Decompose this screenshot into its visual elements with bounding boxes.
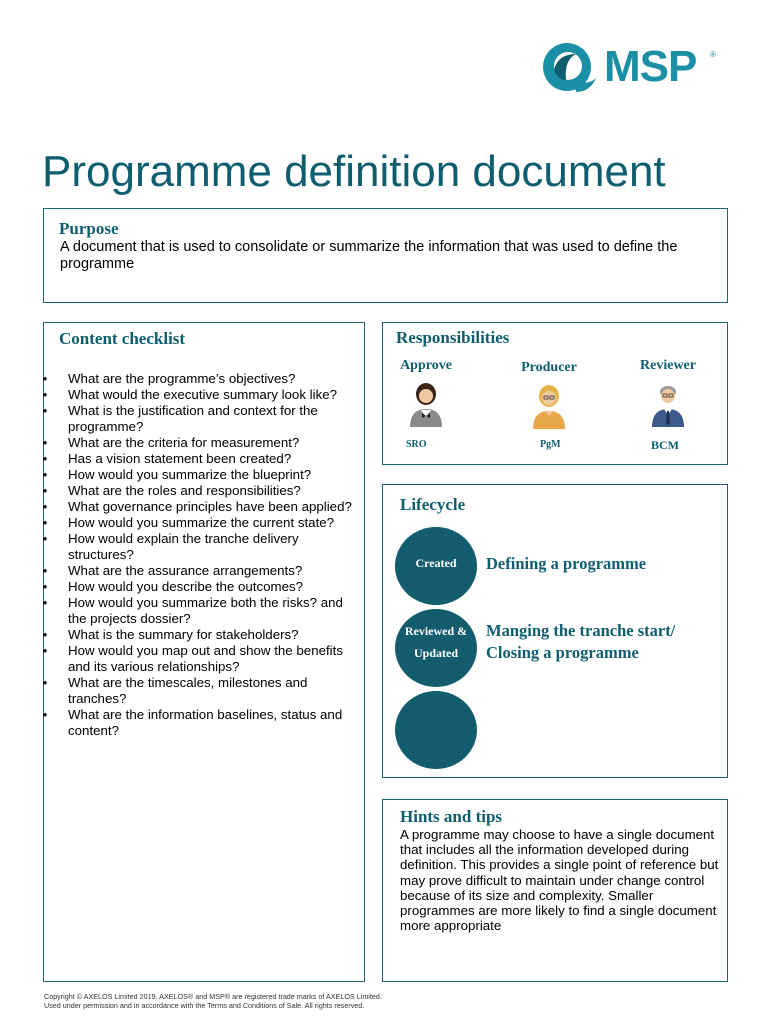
bullet-icon: • [42, 707, 48, 722]
msp-logo [538, 40, 728, 96]
checklist-item [44, 435, 362, 451]
lifecycle-section [382, 484, 728, 778]
checklist-item [44, 515, 362, 531]
lifecycle-heading: Lifecycle [400, 495, 466, 514]
purpose-section [43, 208, 728, 303]
role-holder-bcm: BCM [651, 438, 679, 452]
bullet-icon: • [42, 531, 48, 546]
stage-circle-label: Created [415, 556, 457, 570]
purpose-text: A document that is used to consolidate or summarize the information that was used to define the programme [60, 239, 678, 272]
page-title: Programme definition document [42, 147, 666, 196]
msp-swirl-icon [538, 40, 600, 96]
checklist-item-text: What is the summary for stakeholders? [68, 627, 299, 642]
role-holder-pgm: PgM [540, 439, 561, 450]
bullet-icon: • [42, 467, 48, 482]
checklist-item-text: What are the programme’s objectives? [68, 371, 296, 386]
bullet-icon: • [42, 595, 48, 610]
checklist-item-text: What are the timescales, milestones and tranches? [68, 675, 308, 706]
checklist-item-text: How would you map out and show the benefits and its various relationships? [68, 643, 343, 674]
responsibilities-section [382, 322, 728, 465]
checklist-item-text: How would explain the tranche delivery structures? [68, 531, 299, 562]
bullet-icon: • [42, 643, 48, 658]
copyright-line: Copyright © AXELOS Limited 2019. AXELOS® and MSP® are registered trade marks of AXELOS Limited. [44, 992, 382, 1001]
checklist-item [44, 403, 362, 435]
role-label: Approve [400, 358, 452, 373]
stage-circle-empty [395, 691, 477, 769]
checklist-item [44, 531, 362, 563]
role-holder-sro: SRO [406, 439, 427, 450]
responsibilities-heading: Responsibilities [396, 328, 510, 347]
checklist-item [44, 563, 362, 579]
purpose-heading: Purpose [59, 219, 119, 238]
checklist-item-text: Has a vision statement been created? [68, 451, 292, 466]
checklist-item [44, 707, 362, 739]
checklist-item-text: How would you summarize the blueprint? [68, 467, 312, 482]
bullet-icon: • [42, 483, 48, 498]
logo-text: MSP [604, 42, 697, 91]
bullet-icon: • [42, 675, 48, 690]
woman-avatar-icon [406, 381, 446, 427]
checklist-item [44, 371, 362, 387]
bullet-icon: • [42, 451, 48, 466]
blonde-person-avatar-icon [529, 383, 569, 429]
businessman-avatar-icon [648, 381, 688, 427]
stage-circle-label: Updated [413, 646, 458, 660]
hints-text: A programme may choose to have a single document that includes all the information developed during definition. This provides a single point of reference but may prove difficult to maintain under change control because of its size and complexity. Smaller programmes are more likely to find a single document more appropriate [400, 827, 719, 934]
stage-circle-label: Reviewed & [404, 624, 468, 638]
stage-description: Defining a programme [486, 554, 647, 573]
responsibility-approve [381, 357, 471, 432]
hints-heading: Hints and tips [400, 807, 503, 826]
bullet-icon: • [42, 499, 48, 514]
bullet-icon: • [42, 371, 48, 386]
stage-circle-created [395, 527, 477, 605]
checklist-item [44, 387, 362, 403]
hints-section [382, 799, 728, 982]
responsibility-reviewer [623, 357, 713, 432]
role-label: Producer [521, 360, 577, 375]
logo-reg-mark: ® [710, 50, 716, 59]
checklist-item [44, 579, 362, 595]
checklist-item-text: How would you describe the outcomes? [68, 579, 304, 594]
checklist [44, 371, 362, 739]
checklist-item-text: What would the executive summary look like? [68, 387, 338, 402]
bullet-icon: • [42, 627, 48, 642]
checklist-item-text: How would you summarize the current state? [68, 515, 335, 530]
checklist-item-text: What are the criteria for measurement? [68, 435, 300, 450]
role-label: Reviewer [640, 358, 696, 373]
checklist-item-text: What governance principles have been applied? [68, 499, 352, 514]
checklist-item-text: What are the assurance arrangements? [68, 563, 303, 578]
bullet-icon: • [42, 387, 48, 402]
checklist-item-text: How would you summarize both the risks? and the projects dossier? [68, 595, 343, 626]
checklist-item [44, 467, 362, 483]
stage-circle-reviewed [395, 609, 477, 687]
bullet-icon: • [42, 563, 48, 578]
bullet-icon: • [42, 515, 48, 530]
checklist-item [44, 643, 362, 675]
bullet-icon: • [42, 403, 48, 418]
checklist-item [44, 627, 362, 643]
responsibility-producer [504, 359, 594, 434]
checklist-item [44, 675, 362, 707]
checklist-heading: Content checklist [59, 329, 186, 348]
bullet-icon: • [42, 579, 48, 594]
checklist-item-text: What are the information baselines, status and content? [68, 707, 343, 738]
copyright-footer [44, 992, 382, 1010]
content-checklist-section [43, 322, 365, 982]
checklist-item [44, 451, 362, 467]
bullet-icon: • [42, 435, 48, 450]
copyright-line: Used under permission and in accordance with the Terms and Conditions of Sale. All rights reserved. [44, 1001, 365, 1010]
checklist-item [44, 483, 362, 499]
checklist-item [44, 499, 362, 515]
checklist-item-text: What are the roles and responsibilities? [68, 483, 301, 498]
stage-description: Manging the tranche start/ [486, 621, 676, 640]
checklist-item-text: What is the justification and context for the programme? [68, 403, 318, 434]
checklist-item [44, 595, 362, 627]
stage-description: Closing a programme [486, 643, 639, 662]
